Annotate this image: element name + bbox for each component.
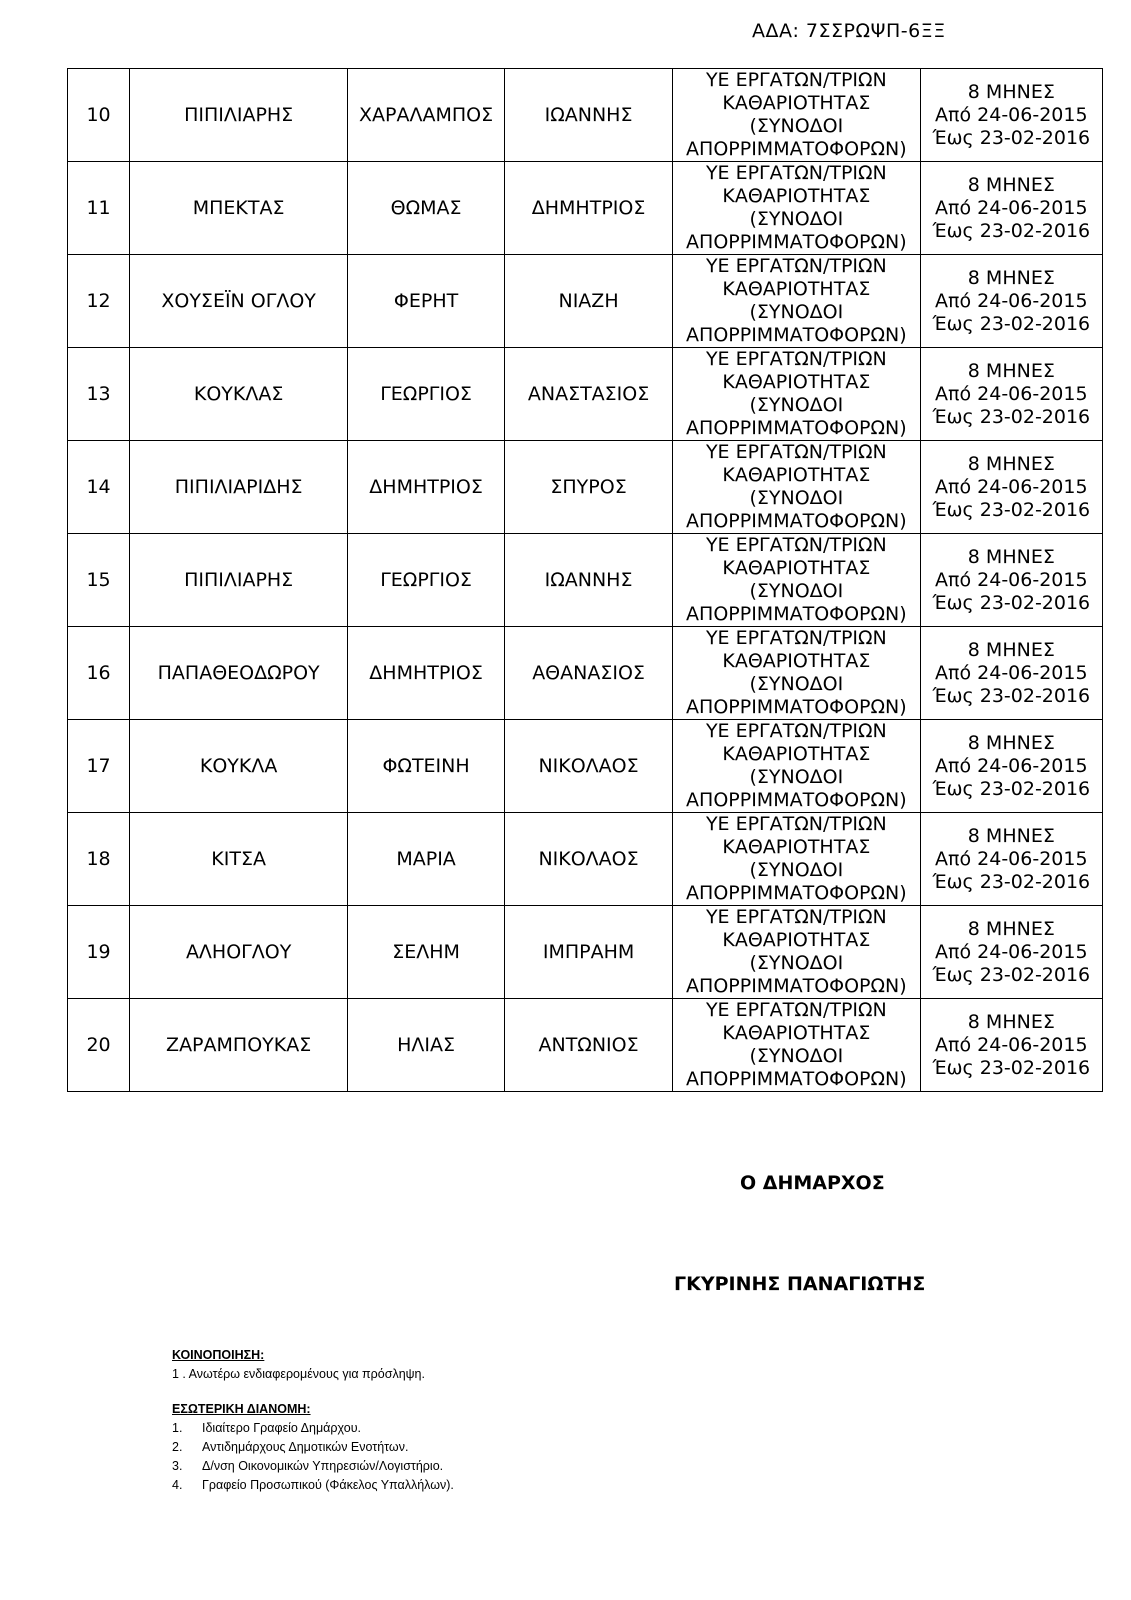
duration-cell-line: Από 24-06-2015	[935, 754, 1088, 777]
specialty-cell-line: ΥΕ ΕΡΓΑΤΩΝ/ΤΡΙΩΝ	[705, 627, 887, 649]
internal-distribution-item	[172, 1438, 454, 1457]
surname-cell: ΠΙΠΙΛΙΑΡΗΣ	[130, 69, 348, 162]
surname-cell: ΠΙΠΙΛΙΑΡΙΔΗΣ	[130, 441, 348, 534]
first-name-cell: ΔΗΜΗΤΡΙΟΣ	[348, 441, 505, 534]
duration-cell-line: 8 ΜΗΝΕΣ	[967, 545, 1055, 568]
specialty-cell-line: ΑΠΟΡΡΙΜΜΑΤΟΦΟΡΩΝ)	[686, 324, 907, 346]
duration-cell-line: Έως 23-02-2016	[932, 1056, 1091, 1079]
duration-cell-line: Από 24-06-2015	[935, 847, 1088, 870]
table-row	[68, 69, 1103, 162]
item-number: 2.	[172, 1440, 183, 1454]
surname-cell: ΑΛΗΟΓΛΟΥ	[130, 906, 348, 999]
ada-code: ΑΔΑ: 7ΣΣΡΩΨΠ-6ΞΞ	[752, 20, 946, 42]
internal-distribution-section	[172, 1400, 454, 1495]
item-number: 4.	[172, 1478, 183, 1492]
surname-cell: ΜΠΕΚΤΑΣ	[130, 162, 348, 255]
duration-cell-line: Έως 23-02-2016	[932, 963, 1091, 986]
duration-cell	[920, 162, 1102, 255]
specialty-cell-line: ΥΕ ΕΡΓΑΤΩΝ/ΤΡΙΩΝ	[705, 348, 887, 370]
specialty-cell-line: ΚΑΘΑΡΙΟΤΗΤΑΣ	[722, 743, 871, 765]
duration-cell	[920, 348, 1102, 441]
fathers-name-cell: ΔΗΜΗΤΡΙΟΣ	[505, 162, 673, 255]
duration-cell	[920, 906, 1102, 999]
duration-cell-line: Από 24-06-2015	[935, 289, 1088, 312]
specialty-cell-line: ΑΠΟΡΡΙΜΜΑΤΟΦΟΡΩΝ)	[686, 138, 907, 160]
specialty-cell-line: ΑΠΟΡΡΙΜΜΑΤΟΦΟΡΩΝ)	[686, 696, 907, 718]
item-number: 1.	[172, 1421, 183, 1435]
first-name-cell: ΣΕΛΗΜ	[348, 906, 505, 999]
table-row	[68, 441, 1103, 534]
item-text: Γραφείο Προσωπικού (Φάκελος Υπαλλήλων).	[202, 1478, 454, 1492]
table-row	[68, 255, 1103, 348]
row-number: 15	[68, 534, 130, 627]
specialty-cell-line: ΑΠΟΡΡΙΜΜΑΤΟΦΟΡΩΝ)	[686, 789, 907, 811]
specialty-cell-line: ΑΠΟΡΡΙΜΜΑΤΟΦΟΡΩΝ)	[686, 882, 907, 904]
duration-cell-line: Από 24-06-2015	[935, 475, 1088, 498]
specialty-cell-line: ΥΕ ΕΡΓΑΤΩΝ/ΤΡΙΩΝ	[705, 999, 887, 1021]
internal-distribution-item	[172, 1419, 454, 1438]
specialty-cell-line: ΚΑΘΑΡΙΟΤΗΤΑΣ	[722, 836, 871, 858]
first-name-cell: ΦΕΡΗΤ	[348, 255, 505, 348]
specialty-cell-line: ΚΑΘΑΡΙΟΤΗΤΑΣ	[722, 557, 871, 579]
duration-cell-line: Έως 23-02-2016	[932, 405, 1091, 428]
fathers-name-cell: ΑΝΤΩΝΙΟΣ	[505, 999, 673, 1092]
fathers-name-cell: ΣΠΥΡΟΣ	[505, 441, 673, 534]
specialty-cell-line: ΥΕ ΕΡΓΑΤΩΝ/ΤΡΙΩΝ	[705, 813, 887, 835]
duration-cell	[920, 720, 1102, 813]
table-row	[68, 534, 1103, 627]
row-number: 17	[68, 720, 130, 813]
item-text: Αντιδημάρχους Δημοτικών Ενοτήτων.	[202, 1440, 409, 1454]
specialty-cell-line: ΑΠΟΡΡΙΜΜΑΤΟΦΟΡΩΝ)	[686, 975, 907, 997]
duration-cell-line: Από 24-06-2015	[935, 1033, 1088, 1056]
first-name-cell: ΘΩΜΑΣ	[348, 162, 505, 255]
specialty-cell-line: ΚΑΘΑΡΙΟΤΗΤΑΣ	[722, 929, 871, 951]
specialty-cell-line: ΑΠΟΡΡΙΜΜΑΤΟΦΟΡΩΝ)	[686, 417, 907, 439]
table-row	[68, 813, 1103, 906]
specialty-cell-line: ΥΕ ΕΡΓΑΤΩΝ/ΤΡΙΩΝ	[705, 162, 887, 184]
row-number: 19	[68, 906, 130, 999]
surname-cell: ΧΟΥΣΕΪΝ ΟΓΛΟΥ	[130, 255, 348, 348]
duration-cell-line: 8 ΜΗΝΕΣ	[967, 917, 1055, 940]
table-row	[68, 348, 1103, 441]
notification-heading: ΚΟΙΝΟΠΟΙΗΣΗ:	[172, 1348, 265, 1362]
specialty-cell	[673, 162, 921, 255]
specialty-cell-line: ΚΑΘΑΡΙΟΤΗΤΑΣ	[722, 278, 871, 300]
surname-cell: ΠΙΠΙΛΙΑΡΗΣ	[130, 534, 348, 627]
specialty-cell-line: ΥΕ ΕΡΓΑΤΩΝ/ΤΡΙΩΝ	[705, 534, 887, 556]
specialty-cell-line: (ΣΥΝΟΔΟΙ	[749, 766, 844, 788]
row-number: 11	[68, 162, 130, 255]
duration-cell	[920, 999, 1102, 1092]
duration-cell-line: 8 ΜΗΝΕΣ	[967, 80, 1055, 103]
specialty-cell-line: (ΣΥΝΟΔΟΙ	[749, 115, 844, 137]
first-name-cell: ΧΑΡΑΛΑΜΠΟΣ	[348, 69, 505, 162]
duration-cell-line: 8 ΜΗΝΕΣ	[967, 824, 1055, 847]
specialty-cell	[673, 534, 921, 627]
specialty-cell-line: ΚΑΘΑΡΙΟΤΗΤΑΣ	[722, 464, 871, 486]
duration-cell-line: Από 24-06-2015	[935, 940, 1088, 963]
row-number: 12	[68, 255, 130, 348]
specialty-cell-line: (ΣΥΝΟΔΟΙ	[749, 208, 844, 230]
notification-item: 1 . Ανωτέρω ενδιαφερομένους για πρόσληψη.	[172, 1367, 425, 1381]
specialty-cell	[673, 255, 921, 348]
item-text: Δ/νση Οικονομικών Υπηρεσιών/Λογιστήριο.	[202, 1459, 444, 1473]
specialty-cell-line: ΥΕ ΕΡΓΑΤΩΝ/ΤΡΙΩΝ	[705, 441, 887, 463]
internal-distribution-item	[172, 1457, 454, 1476]
first-name-cell: ΓΕΩΡΓΙΟΣ	[348, 348, 505, 441]
row-number: 20	[68, 999, 130, 1092]
specialty-cell-line: ΥΕ ΕΡΓΑΤΩΝ/ΤΡΙΩΝ	[705, 69, 887, 91]
table-row	[68, 999, 1103, 1092]
fathers-name-cell: ΙΜΠΡΑΗΜ	[505, 906, 673, 999]
specialty-cell-line: (ΣΥΝΟΔΟΙ	[749, 394, 844, 416]
specialty-cell-line: ΚΑΘΑΡΙΟΤΗΤΑΣ	[722, 650, 871, 672]
duration-cell	[920, 69, 1102, 162]
duration-cell	[920, 627, 1102, 720]
fathers-name-cell: ΙΩΑΝΝΗΣ	[505, 534, 673, 627]
specialty-cell-line: ΚΑΘΑΡΙΟΤΗΤΑΣ	[722, 185, 871, 207]
duration-cell-line: 8 ΜΗΝΕΣ	[967, 359, 1055, 382]
surname-cell: ΚΟΥΚΛΑ	[130, 720, 348, 813]
first-name-cell: ΓΕΩΡΓΙΟΣ	[348, 534, 505, 627]
specialty-cell-line: (ΣΥΝΟΔΟΙ	[749, 301, 844, 323]
surname-cell: ΖΑΡΑΜΠΟΥΚΑΣ	[130, 999, 348, 1092]
duration-cell-line: 8 ΜΗΝΕΣ	[967, 173, 1055, 196]
duration-cell-line: Από 24-06-2015	[935, 568, 1088, 591]
specialty-cell-line: (ΣΥΝΟΔΟΙ	[749, 1045, 844, 1067]
first-name-cell: ΦΩΤΕΙΝΗ	[348, 720, 505, 813]
row-number: 18	[68, 813, 130, 906]
duration-cell	[920, 441, 1102, 534]
specialty-cell-line: ΥΕ ΕΡΓΑΤΩΝ/ΤΡΙΩΝ	[705, 720, 887, 742]
notification-section	[172, 1346, 425, 1384]
specialty-cell-line: ΑΠΟΡΡΙΜΜΑΤΟΦΟΡΩΝ)	[686, 603, 907, 625]
specialty-cell	[673, 627, 921, 720]
specialty-cell-line: (ΣΥΝΟΔΟΙ	[749, 859, 844, 881]
row-number: 13	[68, 348, 130, 441]
item-number: 3.	[172, 1459, 183, 1473]
specialty-cell-line: ΚΑΘΑΡΙΟΤΗΤΑΣ	[722, 92, 871, 114]
duration-cell-line: Από 24-06-2015	[935, 196, 1088, 219]
table-row	[68, 906, 1103, 999]
duration-cell	[920, 813, 1102, 906]
row-number: 10	[68, 69, 130, 162]
fathers-name-cell: ΝΙΚΟΛΑΟΣ	[505, 813, 673, 906]
specialty-cell-line: (ΣΥΝΟΔΟΙ	[749, 952, 844, 974]
first-name-cell: ΔΗΜΗΤΡΙΟΣ	[348, 627, 505, 720]
table-row	[68, 720, 1103, 813]
row-number: 14	[68, 441, 130, 534]
specialty-cell-line: ΚΑΘΑΡΙΟΤΗΤΑΣ	[722, 371, 871, 393]
duration-cell-line: Από 24-06-2015	[935, 103, 1088, 126]
specialty-cell	[673, 69, 921, 162]
duration-cell-line: Έως 23-02-2016	[932, 219, 1091, 242]
duration-cell-line: Έως 23-02-2016	[932, 591, 1091, 614]
duration-cell-line: Έως 23-02-2016	[932, 126, 1091, 149]
first-name-cell: ΗΛΙΑΣ	[348, 999, 505, 1092]
specialty-cell	[673, 441, 921, 534]
surname-cell: ΠΑΠΑΘΕΟΔΩΡΟΥ	[130, 627, 348, 720]
fathers-name-cell: ΝΙΚΟΛΑΟΣ	[505, 720, 673, 813]
fathers-name-cell: ΑΘΑΝΑΣΙΟΣ	[505, 627, 673, 720]
specialty-cell-line: (ΣΥΝΟΔΟΙ	[749, 673, 844, 695]
specialty-cell-line: ΥΕ ΕΡΓΑΤΩΝ/ΤΡΙΩΝ	[705, 906, 887, 928]
duration-cell-line: 8 ΜΗΝΕΣ	[967, 1010, 1055, 1033]
specialty-cell-line: ΑΠΟΡΡΙΜΜΑΤΟΦΟΡΩΝ)	[686, 1068, 907, 1090]
first-name-cell: ΜΑΡΙΑ	[348, 813, 505, 906]
employee-table	[67, 68, 1103, 1092]
fathers-name-cell: ΙΩΑΝΝΗΣ	[505, 69, 673, 162]
row-number: 16	[68, 627, 130, 720]
duration-cell-line: Έως 23-02-2016	[932, 312, 1091, 335]
duration-cell	[920, 534, 1102, 627]
internal-distribution-heading: ΕΣΩΤΕΡΙΚΗ ΔΙΑΝΟΜΗ:	[172, 1402, 311, 1416]
internal-distribution-item	[172, 1476, 454, 1495]
duration-cell-line: Έως 23-02-2016	[932, 777, 1091, 800]
duration-cell	[920, 255, 1102, 348]
duration-cell-line: 8 ΜΗΝΕΣ	[967, 638, 1055, 661]
specialty-cell-line: ΑΠΟΡΡΙΜΜΑΤΟΦΟΡΩΝ)	[686, 510, 907, 532]
duration-cell-line: Έως 23-02-2016	[932, 870, 1091, 893]
specialty-cell	[673, 348, 921, 441]
fathers-name-cell: ΑΝΑΣΤΑΣΙΟΣ	[505, 348, 673, 441]
specialty-cell-line: ΚΑΘΑΡΙΟΤΗΤΑΣ	[722, 1022, 871, 1044]
specialty-cell	[673, 813, 921, 906]
duration-cell-line: 8 ΜΗΝΕΣ	[967, 731, 1055, 754]
specialty-cell	[673, 999, 921, 1092]
surname-cell: ΚΙΤΣΑ	[130, 813, 348, 906]
specialty-cell-line: ΑΠΟΡΡΙΜΜΑΤΟΦΟΡΩΝ)	[686, 231, 907, 253]
duration-cell-line: 8 ΜΗΝΕΣ	[967, 452, 1055, 475]
specialty-cell-line: (ΣΥΝΟΔΟΙ	[749, 580, 844, 602]
duration-cell-line: Από 24-06-2015	[935, 661, 1088, 684]
table-row	[68, 162, 1103, 255]
fathers-name-cell: ΝΙΑΖΗ	[505, 255, 673, 348]
mayor-title: Ο ΔΗΜΑΡΧΟΣ	[740, 1172, 885, 1194]
mayor-name: ΓΚΥΡΙΝΗΣ ΠΑΝΑΓΙΩΤΗΣ	[674, 1273, 926, 1295]
specialty-cell-line: (ΣΥΝΟΔΟΙ	[749, 487, 844, 509]
item-text: Ιδιαίτερο Γραφείο Δημάρχου.	[202, 1421, 361, 1435]
duration-cell-line: Έως 23-02-2016	[932, 498, 1091, 521]
specialty-cell	[673, 906, 921, 999]
surname-cell: ΚΟΥΚΛΑΣ	[130, 348, 348, 441]
duration-cell-line: Έως 23-02-2016	[932, 684, 1091, 707]
table-row	[68, 627, 1103, 720]
duration-cell-line: Από 24-06-2015	[935, 382, 1088, 405]
duration-cell-line: 8 ΜΗΝΕΣ	[967, 266, 1055, 289]
specialty-cell	[673, 720, 921, 813]
specialty-cell-line: ΥΕ ΕΡΓΑΤΩΝ/ΤΡΙΩΝ	[705, 255, 887, 277]
